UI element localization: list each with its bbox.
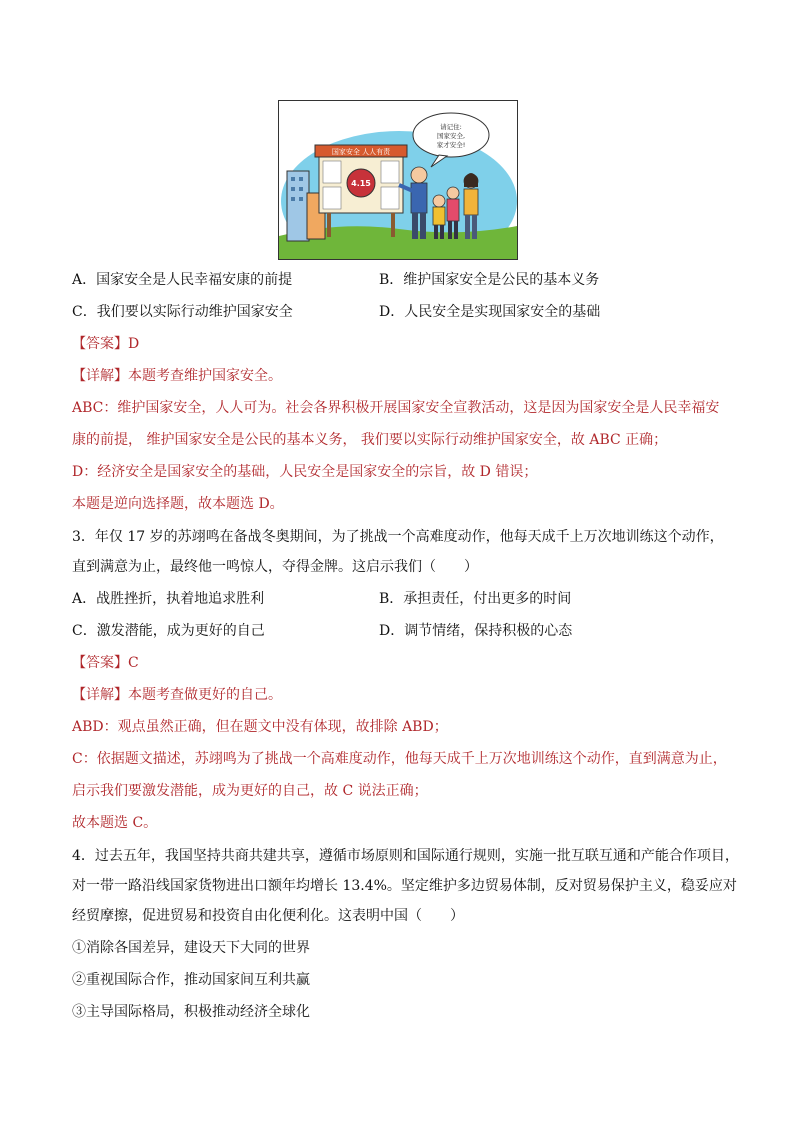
q4-item-1: ①消除各国差异，建设天下大同的世界	[72, 940, 310, 956]
national-security-cartoon	[278, 100, 518, 260]
detail-tag: 【详解】	[72, 368, 128, 384]
q3-detail-intro-line	[72, 685, 282, 705]
q3-detail-2a: C：依据题文描述，苏翊鸣为了挑战一个高难度动作，他每天成千上万次地训练这个动作，直到满意为止，	[72, 751, 727, 767]
q2-detail-1a: ABC：维护国家安全，人人可为。社会各界积极开展国家安全宣教活动，这是因为国家安全是人民幸福安	[72, 400, 720, 416]
q3-answer: C	[128, 655, 139, 671]
q3-detail-1: ABD：观点虽然正确，但在题文中没有体现，故排除 ABD；	[72, 719, 448, 735]
cartoon-illustration-icon	[279, 101, 517, 259]
q3-option-c: C．激发潜能，成为更好的自己	[72, 623, 265, 639]
q2-detail-1b: 康的前提， 维护国家安全是公民的基本义务， 我们要以实际行动维护国家安全，故 ABC 正确；	[72, 432, 668, 448]
q3-option-b: B．承担责任，付出更多的时间	[379, 591, 572, 607]
svg-text:国家安全,: 国家安全,	[436, 132, 466, 140]
q4-stem-c: 经贸摩擦，促进贸易和投资自由化便利化。这表明中国（ ）	[72, 908, 464, 924]
q3-detail-intro: 本题考查做更好的自己。	[128, 687, 282, 703]
q4-item-2: ②重视国际合作，推动国家间互利共赢	[72, 972, 310, 988]
q3-answer-line	[72, 653, 139, 673]
q2-answer: D	[128, 336, 140, 352]
q4-item-3: ③主导国际格局，积极推动经济全球化	[72, 1004, 310, 1020]
q2-detail-2: D：经济安全是国家安全的基础，人民安全是国家安全的宗旨，故 D 错误；	[72, 464, 538, 480]
answer-tag: 【答案】	[72, 336, 128, 352]
q4-stem-b: 对一带一路沿线国家货物进出口额年均增长 13.4%。坚定维护多边贸易体制，反对贸易保护主义，稳妥应对	[72, 878, 737, 894]
q4-stem-a: 4．过去五年，我国坚持共商共建共享，遵循市场原则和国际通行规则，实施一批互联互通和产能合作项目，	[72, 848, 739, 864]
svg-text:家才安全!: 家才安全!	[436, 141, 466, 149]
detail-tag: 【详解】	[72, 687, 128, 703]
q3-detail-3: 故本题选 C。	[72, 815, 158, 831]
q3-stem-a: 3．年仅 17 岁的苏翊鸣在备战冬奥期间，为了挑战一个高难度动作，他每天成千上万次地训练这个动作，	[72, 529, 724, 545]
q3-stem-b: 直到满意为止，最终他一鸣惊人，夺得金牌。这启示我们（ ）	[72, 559, 478, 575]
q2-detail-intro: 本题考查维护国家安全。	[128, 368, 282, 384]
q2-detail-intro-line	[72, 366, 282, 386]
q3-option-a: A．战胜挫折，执着地追求胜利	[72, 591, 265, 607]
badge-text: 4.15	[351, 179, 371, 188]
q3-option-d: D．调节情绪，保持积极的心态	[379, 623, 573, 639]
q3-detail-2b: 启示我们要激发潜能，成为更好的自己，故 C 说法正确；	[72, 783, 428, 799]
q2-detail-3: 本题是逆向选择题，故本题选 D。	[72, 496, 284, 512]
board-title: 国家安全 人人有责	[331, 148, 391, 156]
q2-option-a: A．国家安全是人民幸福安康的前提	[72, 272, 293, 288]
svg-text:请记住:: 请记住:	[440, 123, 462, 131]
q2-option-d: D．人民安全是实现国家安全的基础	[379, 304, 601, 320]
q2-option-b: B．维护国家安全是公民的基本义务	[379, 272, 600, 288]
q2-answer-line	[72, 334, 139, 354]
answer-tag: 【答案】	[72, 655, 128, 671]
q2-option-c: C．我们要以实际行动维护国家安全	[72, 304, 293, 320]
